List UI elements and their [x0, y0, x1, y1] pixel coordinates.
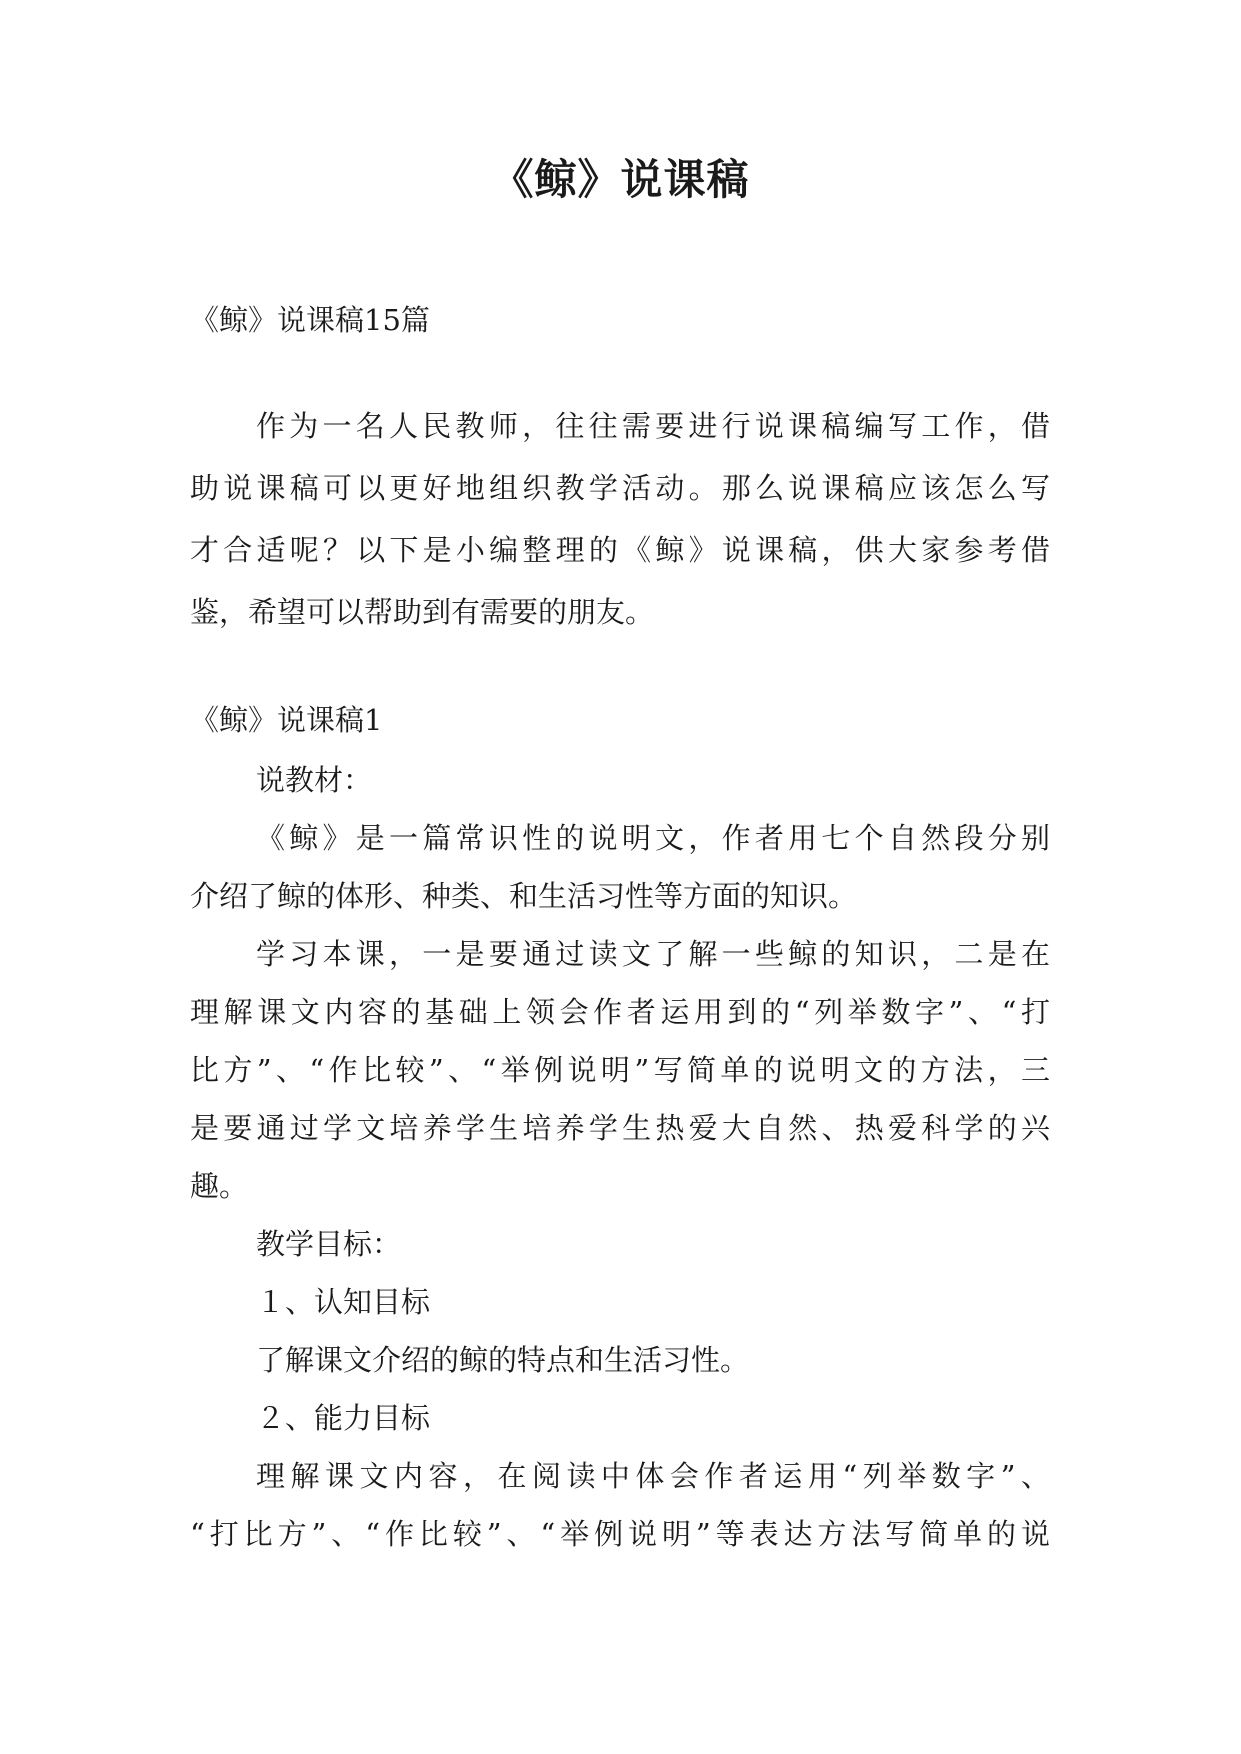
objective-text-2-line-2: “打比方”、“作比较”、“举例说明”等表达方法写简单的说 [190, 1517, 1050, 1551]
objective-heading-1: １、认知目标 [256, 1285, 431, 1319]
objective-text-1: 了解课文介绍的鲸的特点和生活习性。 [256, 1343, 750, 1377]
body-line-4: 理解课文内容的基础上领会作者运用到的“列举数字”、“打 [190, 995, 1050, 1029]
objective-heading-2: ２、能力目标 [256, 1401, 431, 1435]
document-title: 《鲸》说课稿 [491, 155, 750, 204]
body-line-3: 学习本课，一是要通过读文了解一些鲸的知识，二是在 [256, 937, 1050, 971]
body-line-1: 《鲸》是一篇常识性的说明文，作者用七个自然段分别 [256, 821, 1050, 855]
intro-line-4: 鉴，希望可以帮助到有需要的朋友。 [190, 595, 655, 629]
body-line-6: 是要通过学文培养学生培养学生热爱大自然、热爱科学的兴 [190, 1111, 1050, 1145]
section-heading-1: 《鲸》说课稿1 [190, 703, 383, 737]
intro-line-3: 才合适呢？以下是小编整理的《鲸》说课稿，供大家参考借 [190, 533, 1050, 567]
subtitle-line: 《鲸》说课稿15篇 [190, 303, 430, 337]
intro-line-1: 作为一名人民教师，往往需要进行说课稿编写工作，借 [256, 409, 1050, 443]
body-line-5: 比方”、“作比较”、“举例说明”写简单的说明文的方法，三 [190, 1053, 1050, 1087]
paragraph-heading-objectives: 教学目标： [256, 1227, 402, 1261]
body-line-7: 趣。 [190, 1169, 249, 1203]
objective-text-2-line-1: 理解课文内容，在阅读中体会作者运用“列举数字”、 [256, 1459, 1050, 1493]
body-line-2: 介绍了鲸的体形、种类、和生活习性等方面的知识。 [190, 879, 858, 913]
paragraph-heading-textbook: 说教材： [256, 763, 373, 797]
intro-line-2: 助说课稿可以更好地组织教学活动。那么说课稿应该怎么写 [190, 471, 1050, 505]
